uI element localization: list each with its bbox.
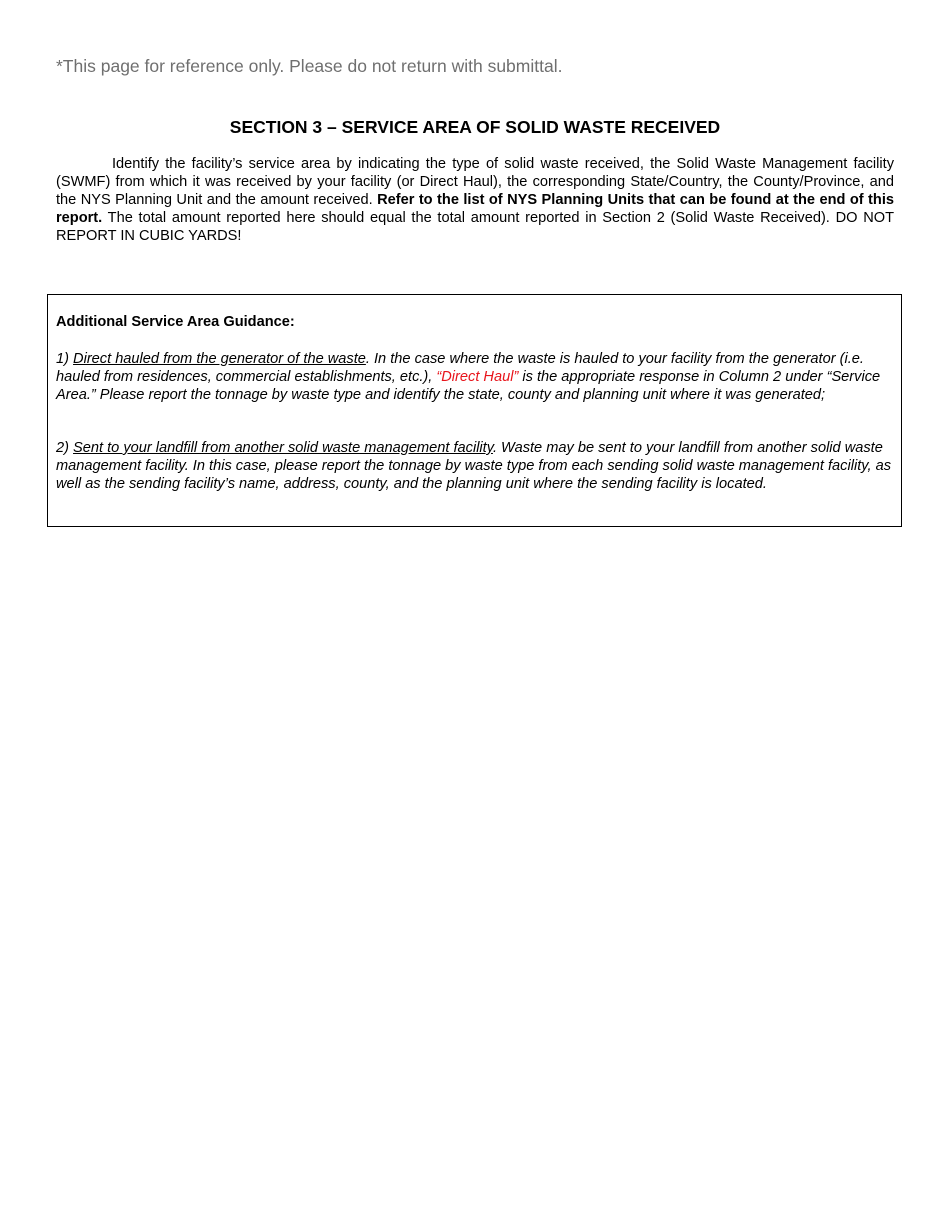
intro-text-1: Identify the facility’s service area by indicating the type of solid waste received, the Solid Waste Management facility (SWMF) from which it was received by your facility (or Direct Haul), the corresponding State/Country, the County/Province, and the NYS Planning Unit and the amount received. xyxy=(56,156,894,208)
intro-text-2: The total amount reported here should equal the total amount reported in Section 2 (Solid Waste Received). DO NOT REPORT IN CUBIC YARDS! xyxy=(56,210,894,244)
intro-paragraph xyxy=(56,155,894,245)
direct-haul-highlight: “Direct Haul” xyxy=(436,369,519,385)
item-heading: Sent to your landfill from another solid waste management facility xyxy=(73,440,493,456)
guidance-box xyxy=(47,294,902,527)
reference-note: *This page for reference only. Please do not return with submittal. xyxy=(56,56,563,76)
item-text-a: . Waste may be sent to your landfill from another solid waste management facility. In this case, please report the tonnage by waste type from each sending solid waste management facility, as well as the sending facility’s name, address, county, and the planning unit where the sending facility is located. xyxy=(56,440,891,492)
guidance-item-another-facility xyxy=(56,439,894,493)
item-number: 2) xyxy=(56,440,74,456)
guidance-item-direct-haul xyxy=(56,350,894,404)
item-heading: Direct hauled from the generator of the waste xyxy=(73,351,366,367)
section-title: SECTION 3 – SERVICE AREA OF SOLID WASTE RECEIVED xyxy=(229,117,721,137)
guidance-title: Additional Service Area Guidance: xyxy=(56,314,295,330)
intro-bold-text: Refer to the list of NYS Planning Units that can be found at the end of this report. xyxy=(56,192,894,226)
item-text-a: . In the case where the waste is hauled to your facility from the generator (i.e. hauled from residences, commercial establishments, etc.), xyxy=(56,351,864,385)
item-number: 1) xyxy=(56,351,74,367)
item-text-b: is the appropriate response in Column 2 under “Service Area.” Please report the tonnage by waste type and identify the state, county and planning unit where it was generated; xyxy=(56,369,881,403)
